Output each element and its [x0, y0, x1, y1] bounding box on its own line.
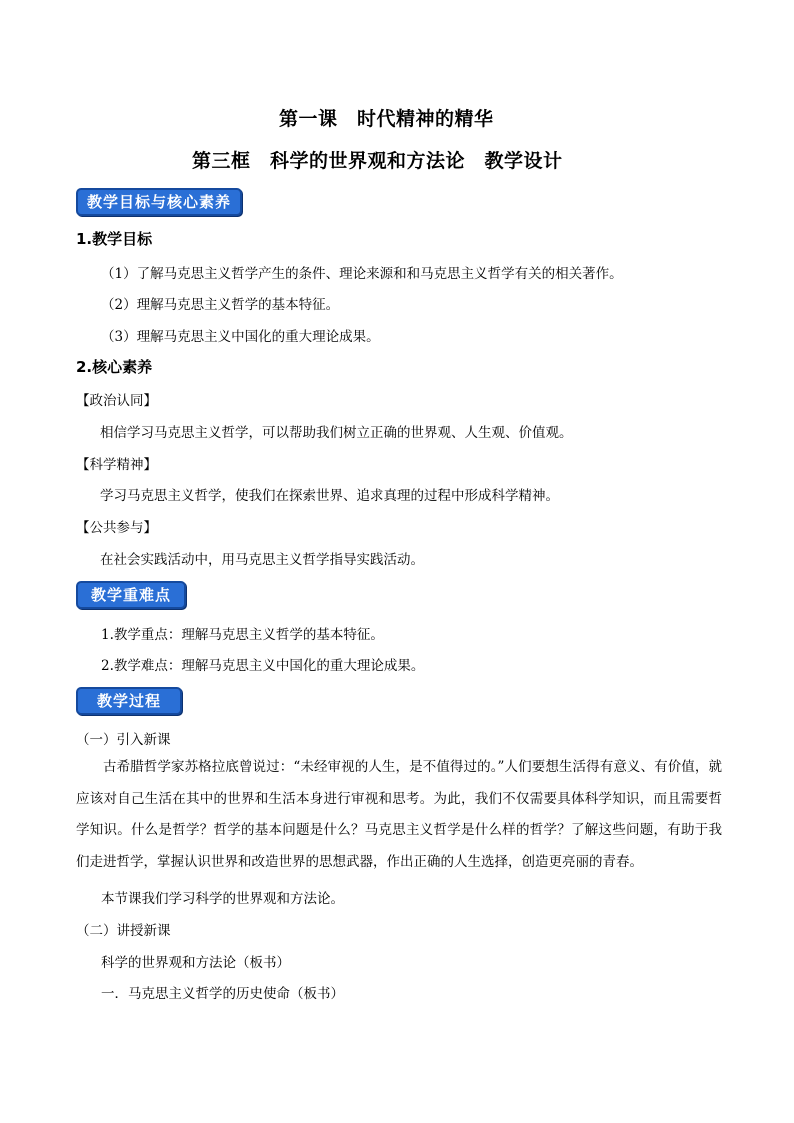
process-banner: 教学过程 [76, 687, 182, 715]
goal-item-1: （1）了解马克思主义哲学产生的条件、理论来源和和马克思主义哲学有关的相关著作。 [101, 266, 623, 282]
lesson-title: 第一课 时代精神的精华 [279, 108, 494, 130]
public-label: 【公共参与】 [76, 520, 157, 536]
political-label: 【政治认同】 [76, 393, 157, 409]
board-title: 科学的世界观和方法论（板书） [101, 955, 290, 971]
political-text: 相信学习马克思主义哲学，可以帮助我们树立正确的世界观、人生观、价值观。 [100, 425, 573, 441]
goal-item-2: （2）理解马克思主义哲学的基本特征。 [101, 297, 340, 313]
board-item-1: 一．马克思主义哲学的历史使命（板书） [101, 986, 344, 1002]
part2-label: （二）讲授新课 [76, 923, 171, 939]
difficulty-point: 2.教学难点：理解马克思主义中国化的重大理论成果。 [101, 658, 425, 674]
public-text: 在社会实践活动中，用马克思主义哲学指导实践活动。 [100, 552, 424, 568]
intro-paragraph: 古希腊哲学家苏格拉底曾说过：“未经审视的人生，是不值得过的。”人们要想生活得有意义、有价值，就应该对自己生活在其中的世界和生活本身进行审视和思考。为此，我们不仅需要具体科学知识，而且需要哲学知识。什么是哲学？哲学的基本问题是什么？马克思主义哲学是什么样的哲学？了解这些问题，有助于我们走进哲学，掌握认识世界和改造世界的思想武器，作出正确的人生选择，创造更亮丽的青春。 [76, 759, 722, 870]
intro-closing: 本节课我们学习科学的世界观和方法论。 [101, 891, 344, 907]
keypoints-banner: 教学重难点 [76, 581, 186, 609]
literacy-heading: 2.核心素养 [76, 358, 153, 376]
science-label: 【科学精神】 [76, 457, 157, 473]
section-title: 第三框 科学的世界观和方法论 教学设计 [192, 150, 563, 172]
goals-banner: 教学目标与核心素养 [76, 188, 242, 216]
science-text: 学习马克思主义哲学，使我们在探索世界、追求真理的过程中形成科学精神。 [100, 488, 559, 504]
part1-label: （一）引入新课 [76, 732, 171, 748]
focus-point: 1.教学重点：理解马克思主义哲学的基本特征。 [101, 627, 384, 643]
goal-item-3: （3）理解马克思主义中国化的重大理论成果。 [101, 329, 380, 345]
goals-heading: 1.教学目标 [76, 230, 153, 248]
